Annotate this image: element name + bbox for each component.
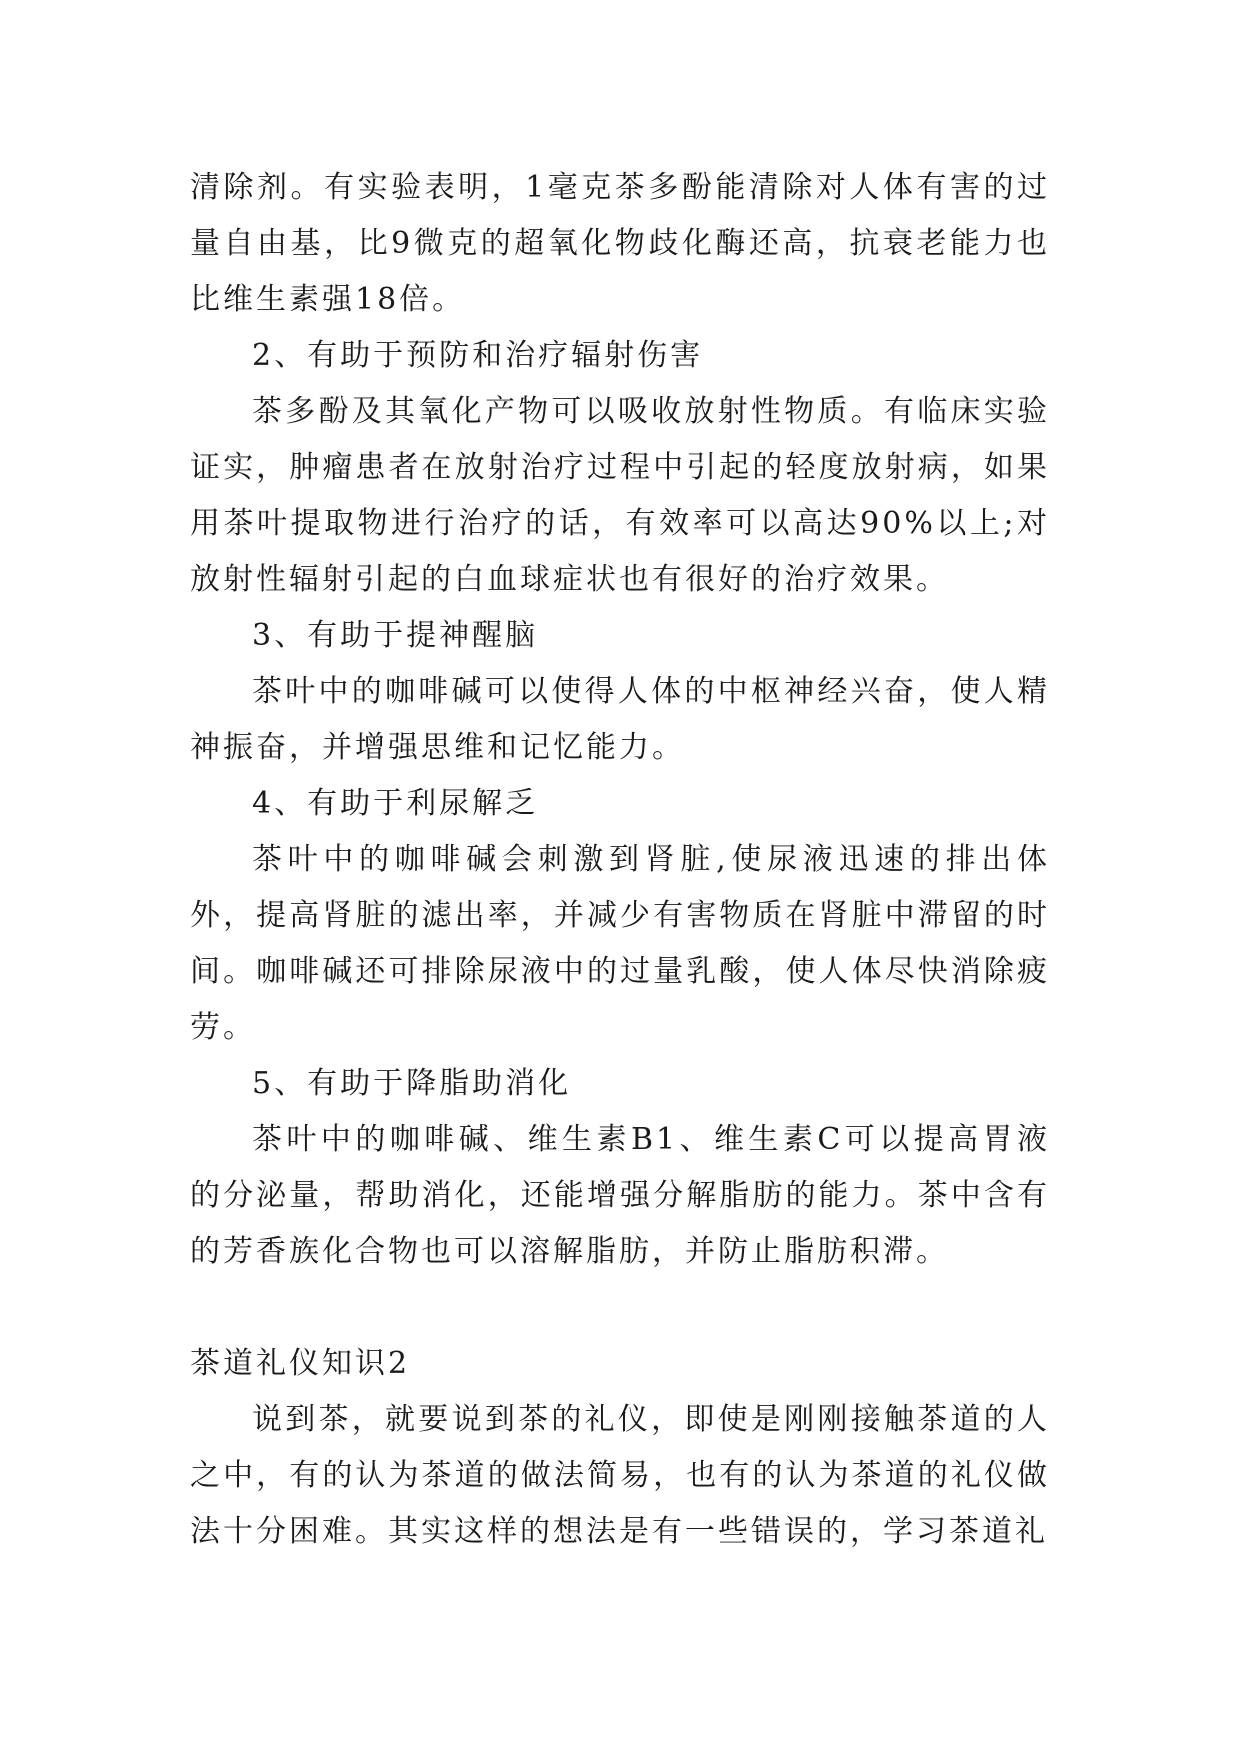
paragraph-refresh: 茶叶中的咖啡碱可以使得人体的中枢神经兴奋，使人精神振奋，并增强思维和记忆能力。 — [190, 674, 1050, 765]
item-heading-refresh: 3、有助于提神醒脑 — [252, 618, 539, 653]
item-heading-diuretic: 4、有助于利尿解乏 — [252, 786, 539, 821]
paragraph-radiation: 茶多酚及其氧化产物可以吸收放射性物质。有临床实验证实，肿瘤患者在放射治疗过程中引起的轻度放射病，如果用茶叶提取物进行治疗的话，有效率可以高达90%以上;对放射性辐射引起的白血球症状也有很好的治疗效果。 — [190, 394, 1050, 597]
paragraph-continuation: 清除剂。有实验表明，1毫克茶多酚能清除对人体有害的过量自由基，比9微克的超氧化物歧化酶还高，抗衰老能力也比维生素强18倍。 — [190, 170, 1050, 317]
section-title: 茶道礼仪知识2 — [190, 1346, 411, 1381]
paragraph-digestion: 茶叶中的咖啡碱、维生素B1、维生素C可以提高胃液的分泌量，帮助消化，还能增强分解脂肪的能力。茶中含有的芳香族化合物也可以溶解脂肪，并防止脂肪积滞。 — [190, 1122, 1050, 1269]
section-body: 说到茶，就要说到茶的礼仪，即使是刚刚接触茶道的人之中，有的认为茶道的做法简易，也有的认为茶道的礼仪做法十分困难。其实这样的想法是有一些错误的，学习茶道礼 — [190, 1402, 1050, 1549]
paragraph-diuretic: 茶叶中的咖啡碱会刺激到肾脏,使尿液迅速的排出体外，提高肾脏的滤出率，并减少有害物质在肾脏中滞留的时间。咖啡碱还可排除尿液中的过量乳酸，使人体尽快消除疲劳。 — [190, 842, 1050, 1045]
item-heading-radiation: 2、有助于预防和治疗辐射伤害 — [252, 338, 704, 373]
document-body — [190, 160, 1050, 1560]
item-heading-digestion: 5、有助于降脂助消化 — [252, 1066, 572, 1101]
